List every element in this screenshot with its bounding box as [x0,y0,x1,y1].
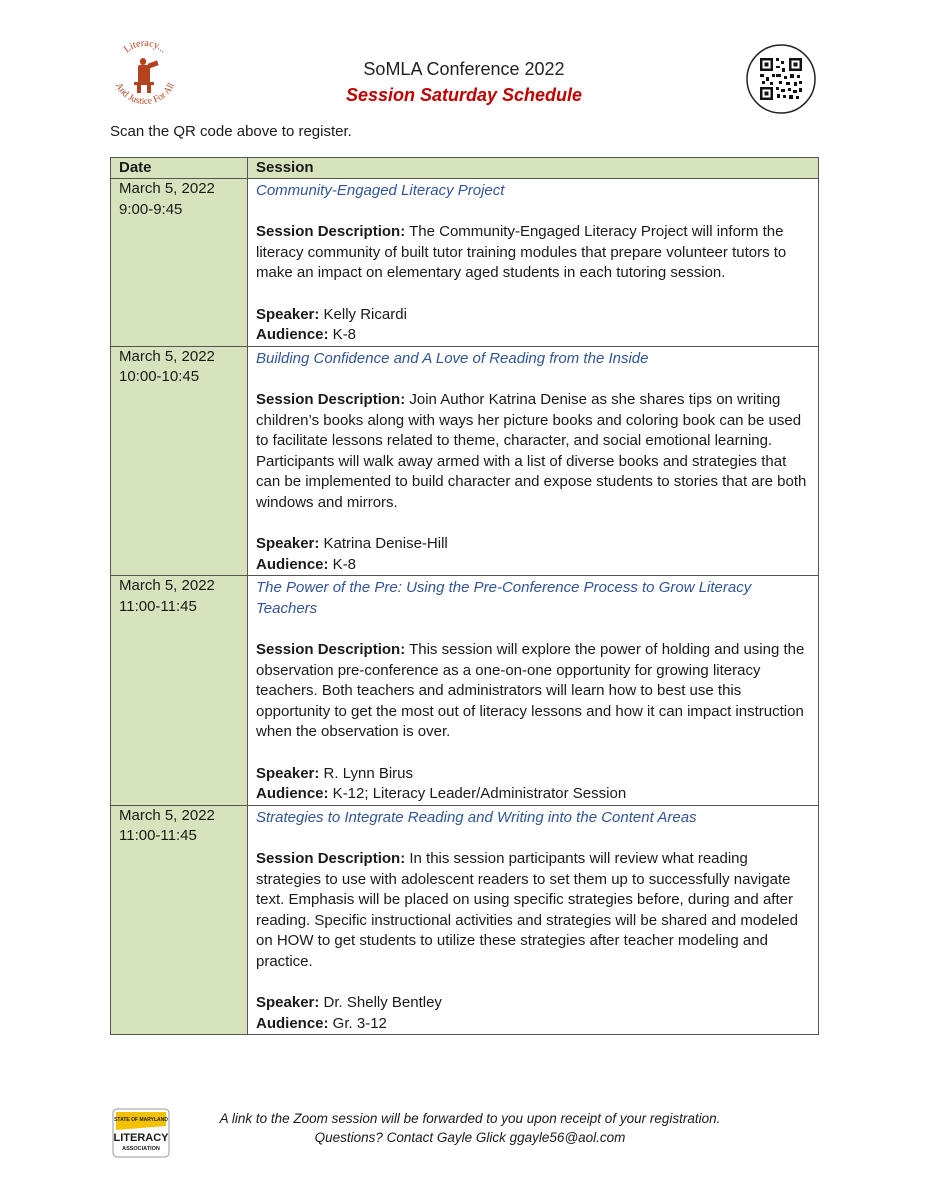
session-time: 11:00-11:45 [119,597,197,615]
session-time: 9:00-9:45 [119,200,183,218]
session-date-cell [111,179,248,347]
table-row [111,346,819,576]
session-title: Building Confidence and A Love of Reading from the Inside [256,349,649,367]
footer-note [175,1109,765,1147]
footer-zoom-note: A link to the Zoom session will be forwarded to you upon receipt of your registration. [219,1111,721,1126]
session-date-cell [111,346,248,576]
schedule-title: Session Saturday Schedule [345,85,583,105]
session-speaker: Speaker: R. Lynn Birus [256,764,414,782]
session-description: Session Description: In this session participants will review what reading strategies to use with adolescent readers to set them up to successfully navigate text. Emphasis will be placed on using specific strategies before, during and after reading. Specific instructional activities and strategies will be shared and modeled on HOW to get students to utilize these strategies after teacher modeling and practice. [256,850,798,970]
session-cell [248,179,819,347]
svg-text:LITERACY: LITERACY [113,1132,169,1144]
session-audience: Audience: K-8 [256,326,357,344]
session-cell [248,805,819,1035]
session-audience: Audience: Gr. 3-12 [256,1014,387,1032]
maryland-literacy-association-logo [112,1108,170,1158]
session-date-cell [111,576,248,806]
table-row [111,179,819,347]
svg-text:ASSOCIATION: ASSOCIATION [122,1146,160,1152]
session-cell [248,576,819,806]
table-row [111,576,819,806]
conference-title: SoMLA Conference 2022 [363,59,565,79]
session-date-cell [111,805,248,1035]
session-description: Session Description: Join Author Katrina Denise as she shares tips on writing children’s books along with ways her picture books and coloring book can be used to facilitate lessons related to theme, character, and social emotional learning. Participants will walk away armed with a list of diverse books and strategies that can be implemented to build character and expose students to stories that are both windows and mirrors. [256,390,807,511]
session-title: Community-Engaged Literacy Project [256,182,505,199]
session-title: The Power of the Pre: Using the Pre-Conference Process to Grow Literacy Teachers [256,579,752,617]
footer-contact: Questions? Contact Gayle Glick ggayle56@aol.com [314,1130,626,1145]
session-title: Strategies to Integrate Reading and Writing into the Content Areas [256,808,697,826]
session-date: March 5, 2022 [119,577,215,595]
session-column-header: Session [248,158,819,179]
session-date: March 5, 2022 [119,806,215,824]
session-time: 10:00-10:45 [119,368,200,386]
session-schedule-table [110,157,819,1035]
session-audience: Audience: K-12; Literacy Leader/Administrator Session [256,785,627,803]
table-row [111,805,819,1035]
session-time: 11:00-11:45 [119,827,197,845]
svg-text:And Justice For All: And Justice For All [112,81,178,108]
svg-text:STATE OF MARYLAND: STATE OF MARYLAND [114,1117,168,1123]
session-speaker: Speaker: Kelly Ricardi [256,305,407,323]
svg-text:Literacy...: Literacy... [121,37,169,56]
session-audience: Audience: K-8 [256,555,357,573]
session-speaker: Speaker: Katrina Denise-Hill [256,535,448,553]
table-header-row [111,158,819,179]
session-date: March 5, 2022 [119,180,215,197]
qr-code-icon[interactable] [746,44,816,114]
session-description: Session Description: This session will explore the power of holding and using the observation pre-conference as a one-on-one opportunity for growing literacy teachers. Both teachers and administrators will learn how to best use this opportunity to get the most out of literacy lessons and how it can impact instruction when the observation is over. [256,641,805,741]
register-instruction: Scan the QR code above to register. [110,123,352,140]
date-column-header: Date [111,158,248,179]
session-cell [248,346,819,576]
session-date: March 5, 2022 [119,347,215,365]
session-speaker: Speaker: Dr. Shelly Bentley [256,994,442,1012]
session-description: Session Description: The Community-Engaged Literacy Project will inform the literacy community of built tutor training modules that prepare volunteer tutors to make an impact on elementary aged students in each tutoring session. [256,223,787,282]
